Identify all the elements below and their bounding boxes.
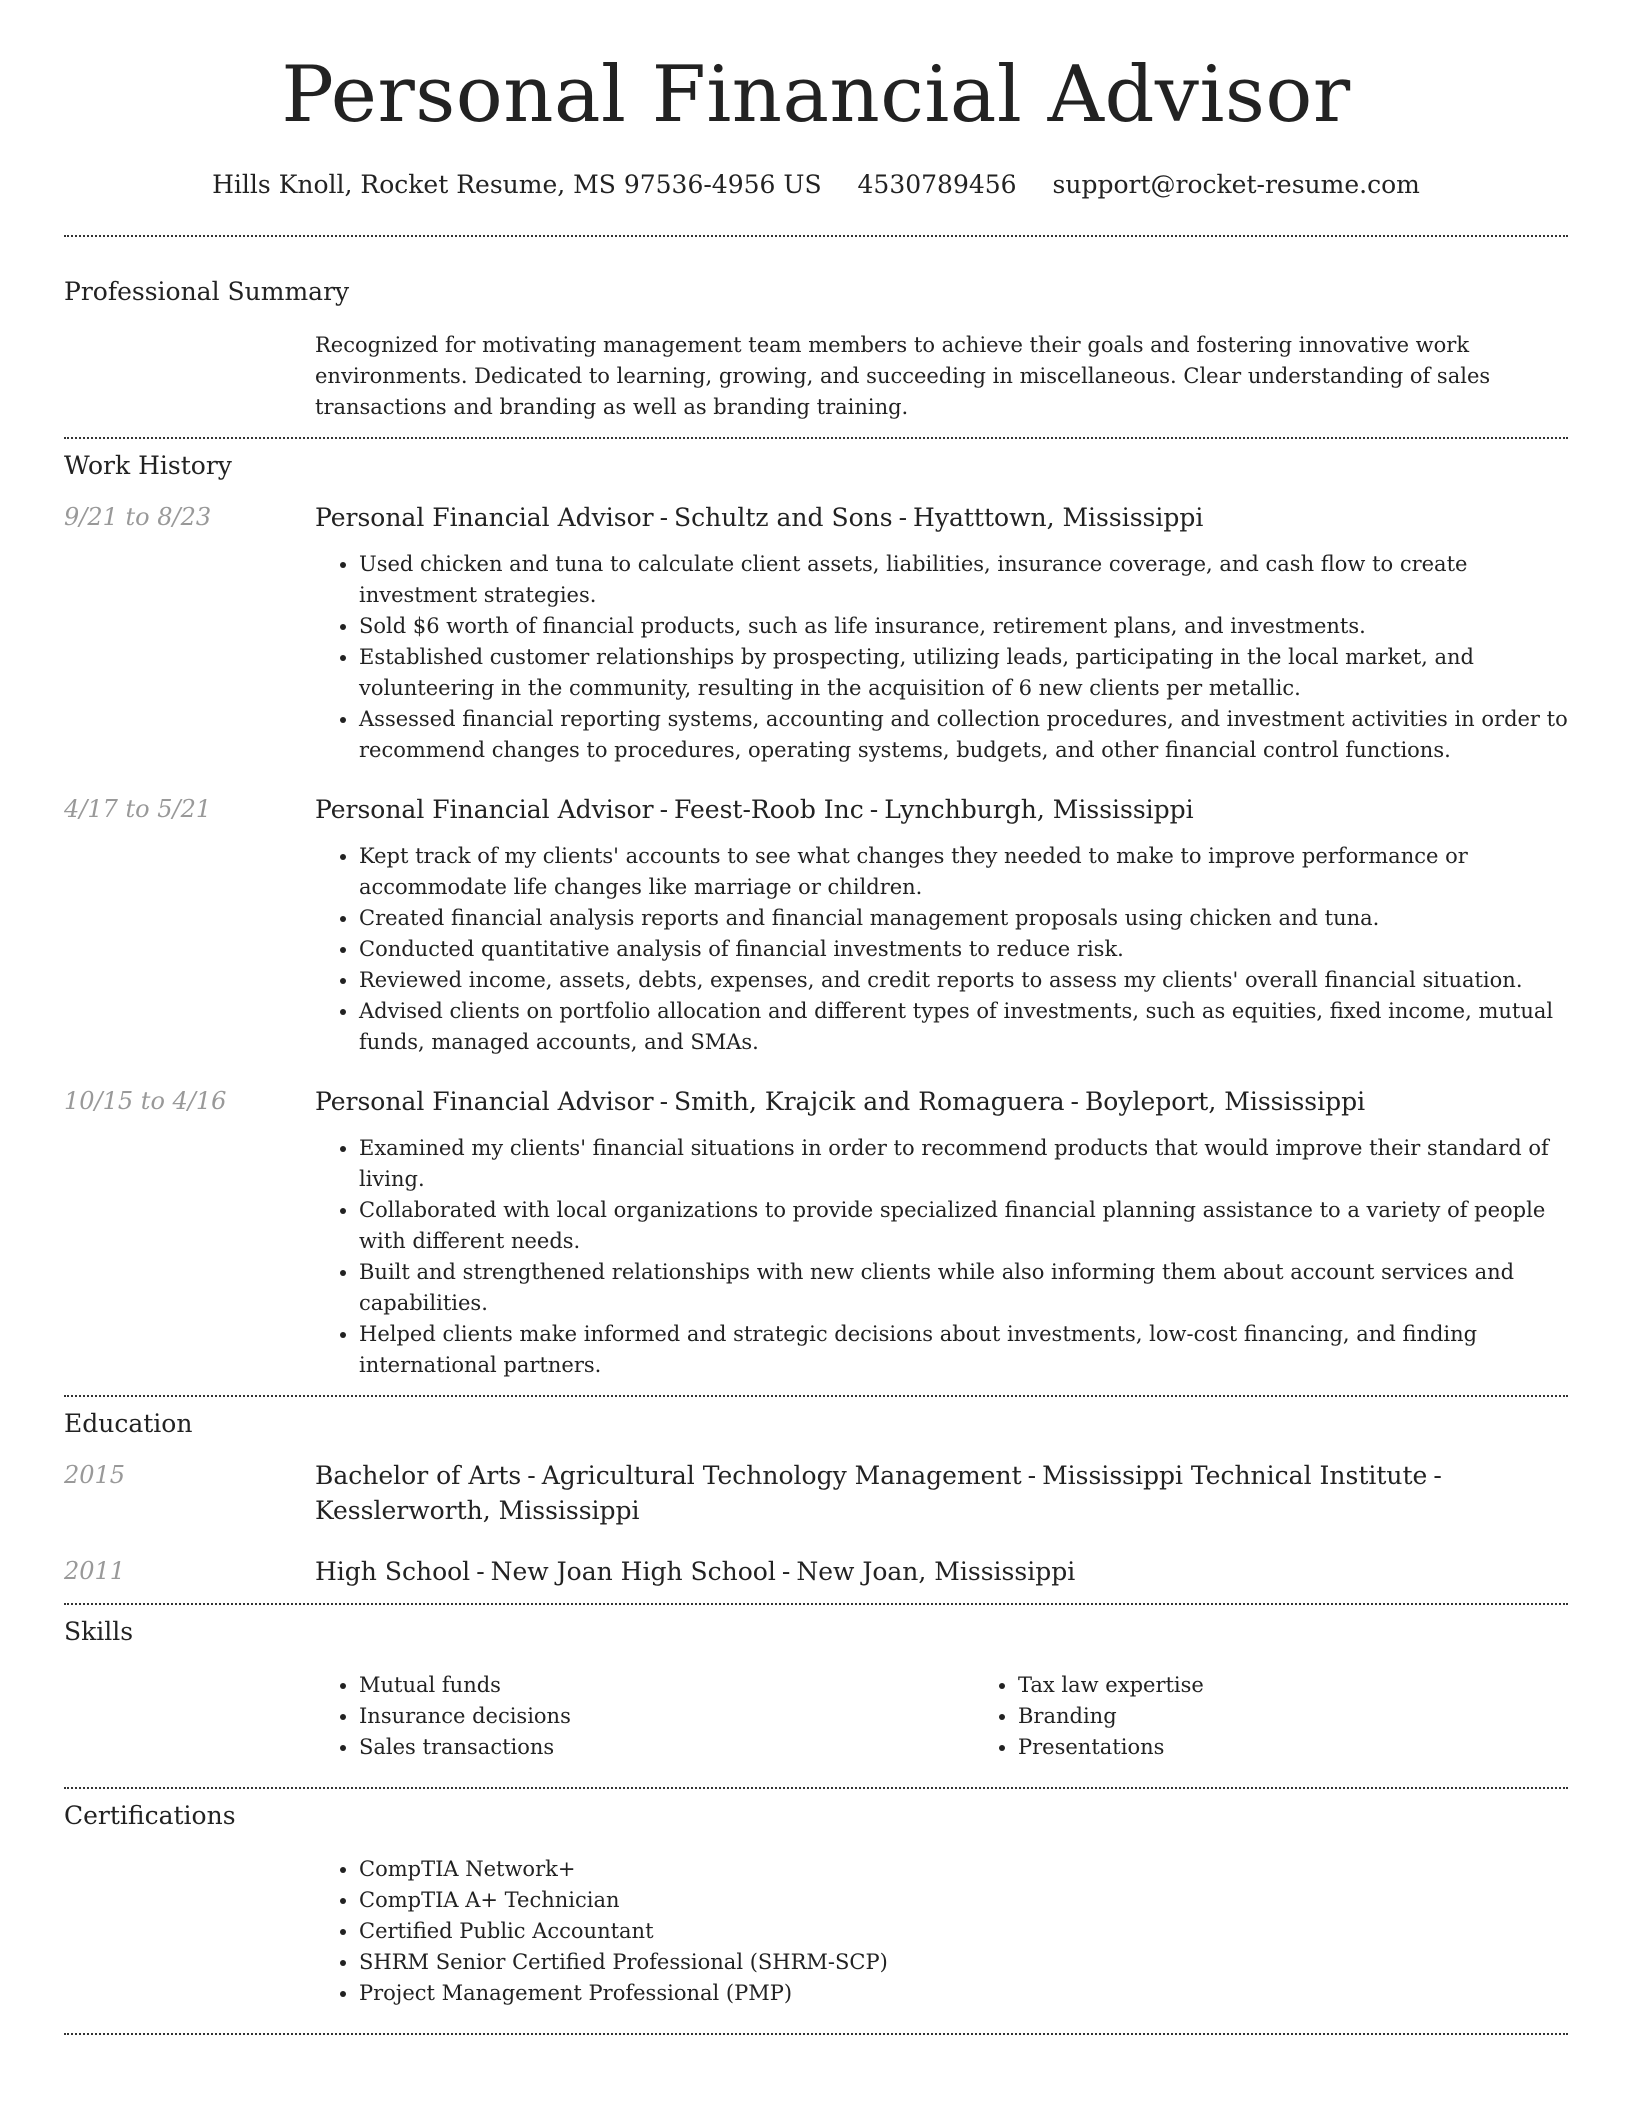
skills-section [64, 1617, 1568, 1763]
job-dates: 10/15 to 4/16 [64, 1087, 227, 1115]
job-company: Schultz and Sons [674, 503, 893, 532]
job-body [315, 1084, 1568, 1381]
job-location: Lynchburgh, Mississippi [884, 795, 1194, 824]
job-bullet: • Kept track of my clients' accounts to see what changes they needed to make to improve performance or accommodate life changes like marriage or children. [359, 841, 1568, 903]
divider [64, 1603, 1568, 1605]
certifications-section [64, 1801, 1568, 2009]
education-year: 2011 [64, 1557, 126, 1585]
job-bullet: • Established customer relationships by prospecting, utilizing leads, participating in the local market, and volunteering in the community, resulting in the acquisition of 6 new clients per metallic. [359, 642, 1568, 704]
education-school: New Joan High School [490, 1557, 776, 1586]
summary-heading: Professional Summary [64, 277, 350, 306]
job-bullet: • Conducted quantitative analysis of financial investments to reduce risk. [359, 934, 1568, 965]
summary-row [64, 330, 1568, 423]
divider [64, 1787, 1568, 1789]
work-section [64, 451, 1568, 1381]
resume-title: Personal Financial Advisor [281, 50, 1351, 140]
job-company: Smith, Krajcik and Romaguera [674, 1087, 1065, 1116]
education-line: Bachelor of Arts - Agricultural Technology Management - Mississippi Technical Institute - Kesslerworth, Mississippi [315, 1461, 1442, 1525]
skills-list-right [974, 1670, 1632, 1763]
certifications-row [64, 1854, 1568, 2009]
certifications-heading: Certifications [64, 1801, 236, 1830]
job-title: Personal Financial Advisor [315, 795, 654, 824]
certification-item: • CompTIA A+ Technician [359, 1885, 1568, 1916]
education-location: New Joan, Mississippi [796, 1557, 1076, 1586]
education-degree: High School [315, 1557, 471, 1586]
education-heading: Education [64, 1409, 193, 1438]
job-location: Boyleport, Mississippi [1084, 1087, 1366, 1116]
job-company: Feest-Roob Inc [674, 795, 864, 824]
job-bullet: • Helped clients make informed and strategic decisions about investments, low-cost financing, and finding international partners. [359, 1319, 1568, 1381]
education-degree: Bachelor of Arts [315, 1461, 522, 1490]
education-location: Kesslerworth, Mississippi [315, 1496, 640, 1525]
skill-item: • Branding [1018, 1701, 1632, 1732]
divider [64, 2033, 1568, 2035]
certifications-body [315, 1854, 1568, 2009]
job-bullet: • Sold $6 worth of financial products, such as life insurance, retirement plans, and investments. [359, 611, 1568, 642]
job-bullets [315, 549, 1568, 766]
job-bullets [315, 1133, 1568, 1381]
contact-line [64, 170, 1568, 199]
job-bullet: • Used chicken and tuna to calculate client assets, liabilities, insurance coverage, and cash flow to create investment strategies. [359, 549, 1568, 611]
job-entry [64, 792, 1568, 1058]
job-bullet: • Advised clients on portfolio allocation and different types of investments, such as equities, fixed income, mutual funds, managed accounts, and SMAs. [359, 996, 1568, 1058]
education-entry [64, 1554, 1568, 1589]
job-dates: 4/17 to 5/21 [64, 795, 212, 823]
skills-row [64, 1670, 1568, 1763]
job-body [315, 792, 1568, 1058]
job-entry [64, 1084, 1568, 1381]
certifications-list [315, 1854, 1568, 2009]
education-entry [64, 1458, 1568, 1528]
job-location: Hyatttown, Mississippi [913, 503, 1204, 532]
skill-item: • Presentations [1018, 1732, 1632, 1763]
job-bullet: • Built and strengthened relationships with new clients while also informing them about account services and capabilities. [359, 1257, 1568, 1319]
certification-item: • SHRM Senior Certified Professional (SHRM-SCP) [359, 1947, 1568, 1978]
skill-item: • Mutual funds [359, 1670, 974, 1701]
work-heading: Work History [64, 451, 232, 480]
certification-item: • CompTIA Network+ [359, 1854, 1568, 1885]
divider [64, 1395, 1568, 1397]
certification-item: • Certified Public Accountant [359, 1916, 1568, 1947]
job-bullet: • Created financial analysis reports and financial management proposals using chicken and tuna. [359, 903, 1568, 934]
education-school: Mississippi Technical Institute [1042, 1461, 1428, 1490]
summary-section [64, 277, 1568, 423]
job-title-line: Personal Financial Advisor - Schultz and Sons - Hyatttown, Mississippi [315, 503, 1204, 532]
divider [64, 437, 1568, 439]
skills-heading: Skills [64, 1617, 134, 1646]
job-title-line: Personal Financial Advisor - Smith, Krajcik and Romaguera - Boyleport, Mississippi [315, 1087, 1366, 1116]
job-bullet: • Examined my clients' financial situations in order to recommend products that would improve their standard of living. [359, 1133, 1568, 1195]
contact-phone: 4530789456 [857, 170, 1017, 199]
skill-item: • Tax law expertise [1018, 1670, 1632, 1701]
skills-list-left [315, 1670, 974, 1763]
job-entry [64, 500, 1568, 766]
job-bullet: • Assessed financial reporting systems, accounting and collection procedures, and investment activities in order to recommend changes to procedures, operating systems, budgets, and other financial control functions. [359, 704, 1568, 766]
education-field: Agricultural Technology Management [541, 1461, 1022, 1490]
summary-text: Recognized for motivating management team members to achieve their goals and fostering innovative work environments. Dedicated to learning, growing, and succeeding in miscellaneous. Clear understanding of sales transactions and branding as well as branding training. [315, 333, 1491, 419]
job-body [315, 500, 1568, 766]
skill-item: • Insurance decisions [359, 1701, 974, 1732]
education-section [64, 1409, 1568, 1589]
job-title: Personal Financial Advisor [315, 503, 654, 532]
job-title: Personal Financial Advisor [315, 1087, 654, 1116]
education-line: High School - New Joan High School - New Joan, Mississippi [315, 1557, 1076, 1586]
contact-email: support@rocket-resume.com [1052, 170, 1420, 199]
job-title-line: Personal Financial Advisor - Feest-Roob Inc - Lynchburgh, Mississippi [315, 795, 1194, 824]
education-year: 2015 [64, 1461, 126, 1489]
job-bullet: • Collaborated with local organizations to provide specialized financial planning assistance to a variety of people with different needs. [359, 1195, 1568, 1257]
skill-item: • Sales transactions [359, 1732, 974, 1763]
job-bullets [315, 841, 1568, 1058]
skills-columns [315, 1670, 1632, 1763]
divider [64, 235, 1568, 237]
certification-item: • Project Management Professional (PMP) [359, 1978, 1568, 2009]
contact-address: Hills Knoll, Rocket Resume, MS 97536-4956 US [212, 170, 822, 199]
job-dates: 9/21 to 8/23 [64, 503, 212, 531]
job-bullet: • Reviewed income, assets, debts, expenses, and credit reports to assess my clients' overall financial situation. [359, 965, 1568, 996]
